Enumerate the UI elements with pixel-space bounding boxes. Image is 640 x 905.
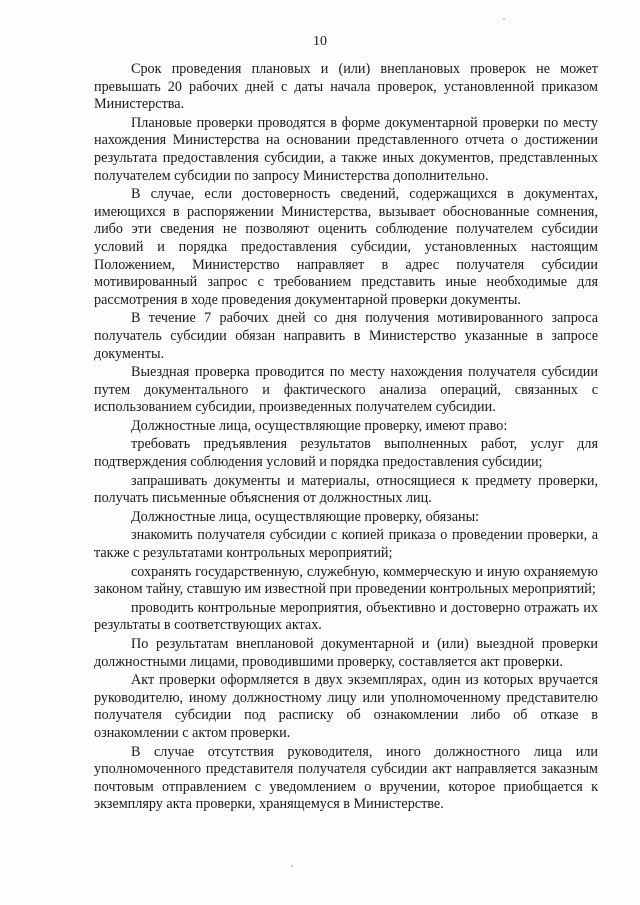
list-item-duty-familiarize: знакомить получателя субсидии с копией приказа о проведении проверки, а также с результатами контрольных мероприятий; bbox=[94, 527, 598, 562]
list-item-right-demand-results: требовать предъявления результатов выполненных работ, услуг для подтверждения соблюдения условий и порядка предоставления субсидии; bbox=[94, 436, 598, 471]
list-item-duty-objectivity: проводить контрольные мероприятия, объективно и достоверно отражать их результаты в соответствующих актах. bbox=[94, 599, 598, 634]
paragraph-act-mailing: В случае отсутствия руководителя, иного должностного лица или уполномоченного представителя получателя субсидии акт направляется заказным почтовым отправлением с уведомлением о вручении, которое приобщается к экземпляру акта проверки, хранящемуся в Министерстве. bbox=[94, 743, 598, 813]
list-item-duty-confidentiality: сохранять государственную, служебную, коммерческую и иную охраняемую законом тайну, ставшую им известной при проведении контрольных мероприятий; bbox=[94, 563, 598, 598]
scan-speck bbox=[503, 18, 505, 20]
paragraph-planned-inspections: Плановые проверки проводятся в форме документарной проверки по месту нахождения Министерства на основании представленного отчета о достижении результата предоставления субсидии, а также иных документов, представленных получателем субсидии по запросу Министерства дополнительно. bbox=[94, 114, 598, 184]
paragraph-officials-rights: Должностные лица, осуществляющие проверку, имеют право: bbox=[131, 417, 508, 434]
paragraph-inspection-duration: Срок проведения плановых и (или) внеплановых проверок не может превышать 20 рабочих дней с даты начала проверок, установленной приказом Министерства. bbox=[94, 61, 598, 113]
paragraph-act-copies: Акт проверки оформляется в двух экземплярах, один из которых вручается руководителю, иному должностному лицу или уполномоченному представителю получателя субсидии под расписку об ознакомлении либо об отказе в ознакомлении с актом проверки. bbox=[94, 672, 598, 741]
document-body bbox=[94, 61, 598, 815]
scan-speck bbox=[291, 865, 293, 867]
page-number: 10 bbox=[313, 34, 327, 49]
paragraph-inspection-act: По результатам внеплановой документарной и (или) выездной проверки должностными лицами, проводившими проверку, составляется акт проверки. bbox=[94, 636, 598, 670]
paragraph-response-deadline: В течение 7 рабочих дней со дня получения мотивированного запроса получатель субсидии обязан направить в Министерство указанные в запросе документы. bbox=[94, 310, 598, 362]
list-item-right-request-documents: запрашивать документы и материалы, относящиеся к предмету проверки, получать письменные объяснения от должностных лиц. bbox=[94, 472, 598, 507]
paragraph-onsite-inspection: Выездная проверка проводится по месту нахождения получателя субсидии путем документального и фактического анализа операций, связанных с использованием субсидии, произведенных получателем субсидии. bbox=[94, 364, 598, 416]
paragraph-motivated-request: В случае, если достоверность сведений, содержащихся в документах, имеющихся в распоряжении Министерства, вызывает обоснованные сомнения, либо эти сведения не позволяют оценить соблюдение получателем субсидии условий и порядка предоставления субсидии, установленных настоящим Положением, Министерство направляет в адрес получателя субсидии мотивированный запрос с требованием представить иные необходимые для рассмотрения в ходе проведения документарной проверки документы. bbox=[94, 186, 598, 308]
paragraph-officials-duties: Должностные лица, осуществляющие проверку, обязаны: bbox=[131, 508, 480, 525]
